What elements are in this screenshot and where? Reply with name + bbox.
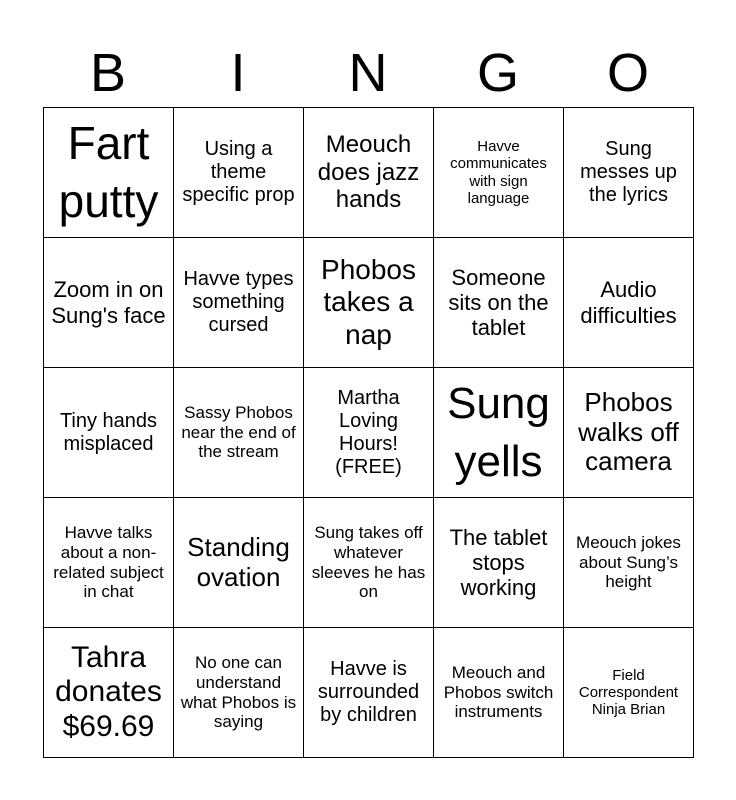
header-letter-i: I	[230, 43, 246, 103]
bingo-cell[interactable]: Meouch does jazz hands	[304, 108, 434, 238]
bingo-cell[interactable]: Havve types something cursed	[174, 238, 304, 368]
bingo-cell[interactable]: Phobos takes a nap	[304, 238, 434, 368]
bingo-cell[interactable]: Tiny hands misplaced	[44, 368, 174, 498]
bingo-cell[interactable]: The tablet stops working	[434, 498, 564, 628]
bingo-cell[interactable]: Standing ovation	[174, 498, 304, 628]
bingo-cell[interactable]: Fart putty	[44, 108, 174, 238]
header-letter-g: G	[476, 43, 519, 103]
bingo-header	[43, 38, 693, 108]
bingo-grid	[43, 107, 694, 758]
header-letter-b: B	[89, 43, 127, 103]
bingo-cell[interactable]: Someone sits on the tablet	[434, 238, 564, 368]
bingo-cell[interactable]: Sung messes up the lyrics	[564, 108, 694, 238]
bingo-cell[interactable]: Havve is surrounded by children	[304, 628, 434, 758]
bingo-cell[interactable]: Martha Loving Hours! (FREE)	[304, 368, 434, 498]
bingo-cell[interactable]: Meouch jokes about Sung’s height	[564, 498, 694, 628]
bingo-cell[interactable]: No one can understand what Phobos is saying	[174, 628, 304, 758]
bingo-cell[interactable]: Havve talks about a non-related subject in chat	[44, 498, 174, 628]
bingo-cell[interactable]: Sung yells	[434, 368, 564, 498]
bingo-cell[interactable]: Using a theme specific prop	[174, 108, 304, 238]
bingo-cell[interactable]: Havve communicates with sign language	[434, 108, 564, 238]
bingo-cell[interactable]: Sassy Phobos near the end of the stream	[174, 368, 304, 498]
header-letter-o: O	[606, 43, 649, 103]
bingo-cell[interactable]: Field Correspondent Ninja Brian	[564, 628, 694, 758]
bingo-cell[interactable]: Zoom in on Sung's face	[44, 238, 174, 368]
bingo-cell[interactable]: Tahra donates $69.69	[44, 628, 174, 758]
bingo-cell[interactable]: Phobos walks off camera	[564, 368, 694, 498]
header-letter-n: N	[348, 43, 388, 103]
bingo-cell[interactable]: Audio difficulties	[564, 238, 694, 368]
bingo-cell[interactable]: Meouch and Phobos switch instruments	[434, 628, 564, 758]
bingo-cell[interactable]: Sung takes off whatever sleeves he has on	[304, 498, 434, 628]
